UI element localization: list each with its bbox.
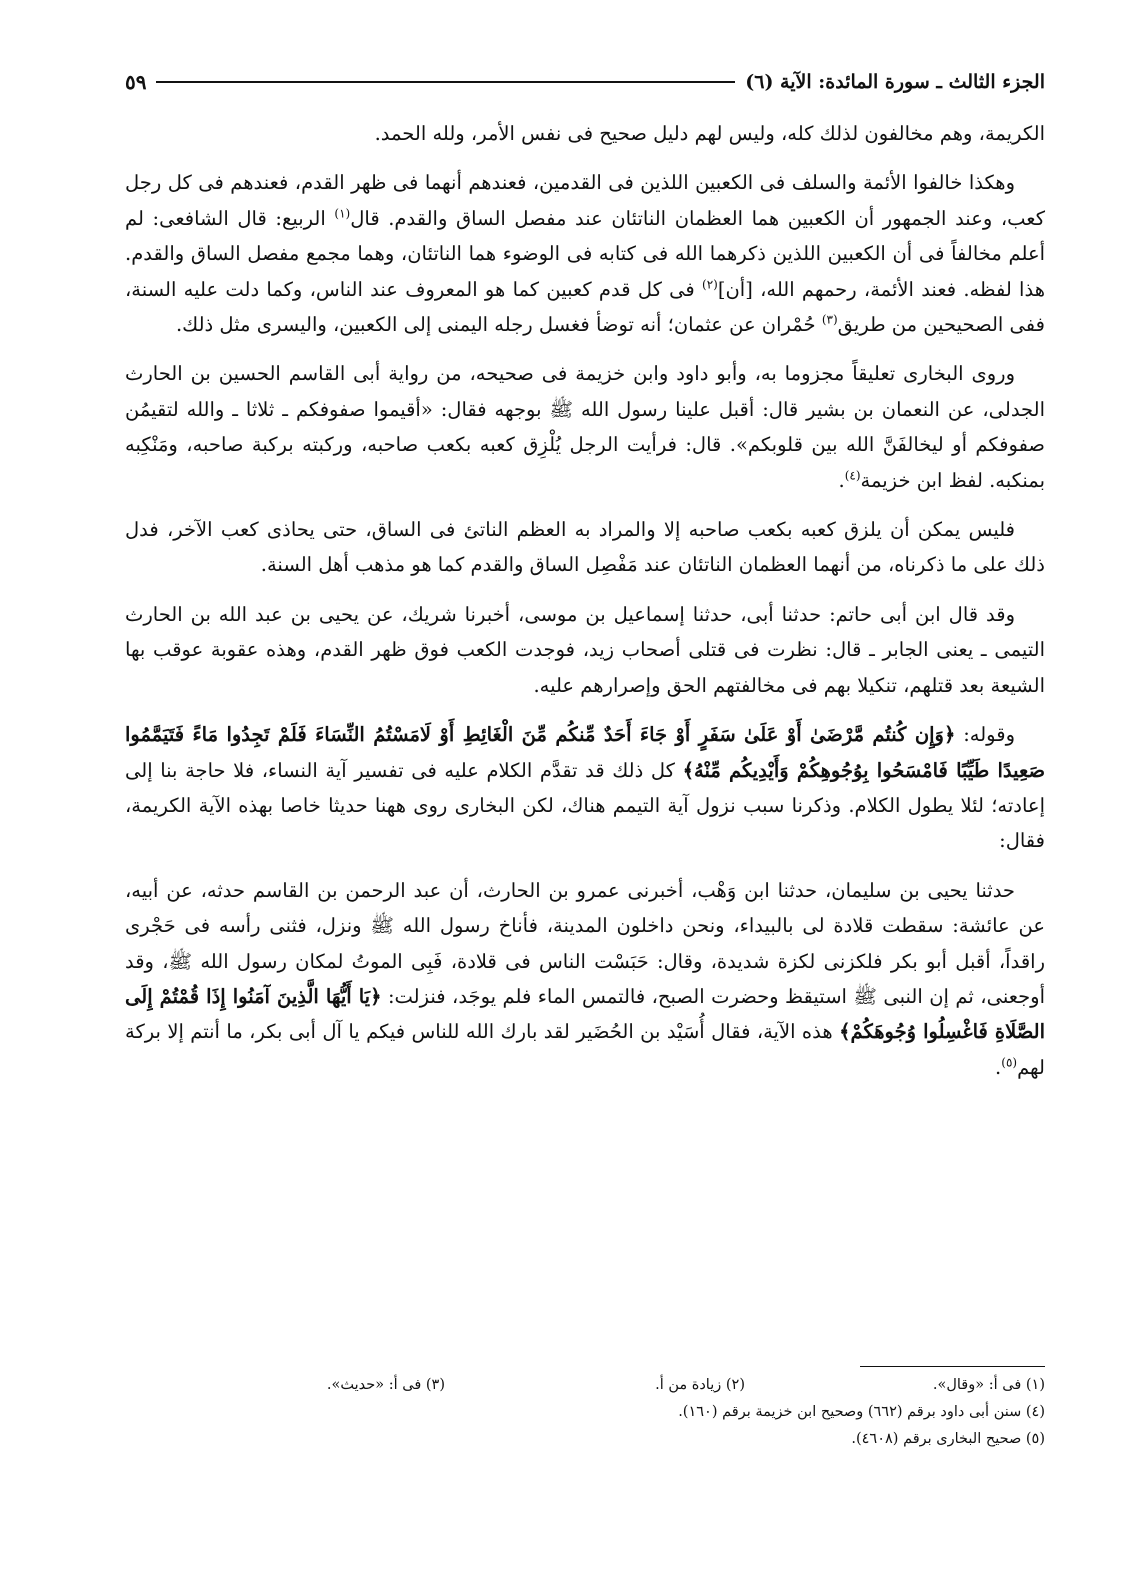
paragraph-text: حُمْران عن عثمان؛ أنه توضأ فغسل رجله اليمنى إلى الكعبين، واليسرى مثل ذلك. — [175, 313, 822, 337]
footnote-ref[interactable]: (٥) — [1001, 1055, 1018, 1070]
paragraph — [125, 512, 1045, 583]
paragraph — [125, 717, 1045, 859]
footnote-row — [125, 1372, 1045, 1399]
paragraph — [125, 116, 1045, 151]
paragraph — [125, 165, 1045, 342]
paragraph-text: وقوله: — [955, 723, 1015, 747]
header-rule — [156, 81, 735, 83]
paragraph-text: . — [838, 468, 845, 492]
footnote-4: (٤) سنن أبى داود برقم (٦٦٢) وصحيح ابن خزيمة برقم (١٦٠). — [678, 1404, 1045, 1420]
paragraph-text: . — [995, 1055, 1002, 1079]
running-head: الجزء الثالث ـ سورة المائدة: الآية (٦) — [745, 71, 1045, 93]
paragraph-text: الكريمة، وهم مخالفون لذلك كله، وليس لهم دليل صحيح فى نفس الأمر، ولله الحمد. — [374, 122, 1045, 145]
paragraph-text: هذه الآية، فقال أُسَيْد بن الحُضَير لقد بارك الله للناس فيكم يا آل أبى بكر، ما أنتم إلا بركة لهم — [125, 1020, 1045, 1079]
paragraph-text: فى كل قدم كعبين كما هو المعروف عند الناس، وكما دلت عليه السنة، ففى الصحيحين من طريق — [125, 277, 1045, 337]
paragraph-text: فليس يمكن أن يلزق كعبه بكعب صاحبه إلا والمراد به العظم الناتئ فى الساق، حتى يحاذى كعب الآخر، فدل ذلك على ما ذكرناه، من أنهما العظمان الناتئان عند مَفْصِل الساق والقدم كما هو مذهب أهل السنة. — [125, 518, 1045, 577]
footnote-ref[interactable]: (٢) — [702, 277, 718, 292]
footnote-1: (١) فى أ: «وقال». — [932, 1377, 1045, 1393]
paragraph-text: وروى البخارى تعليقاً مجزوما به، وأبو داود وابن خزيمة فى صحيحه، من رواية أبى القاسم الحسين بن الحارث الجدلى، عن النعمان بن بشير قال: أقبل علينا رسول الله ﷺ بوجهه فقال: «أقيموا صفوفكم ـ ثلاثا ـ والله لتقيمُن صفوفكم أو ليخالفَنَّ الله بين قلوبكم». قال: فرأيت الرجل يُلْزِق كعبه بكعب صاحبه، وركبته بركبة صاحبه، ومَنْكِبه بمنكبه. لفظ ابن خزيمة — [125, 362, 1045, 492]
paragraph — [125, 356, 1045, 498]
footnote-2: (٢) زيادة من أ. — [655, 1377, 745, 1393]
paragraph-text: وقد قال ابن أبى حاتم: حدثنا أبى، حدثنا إسماعيل بن موسى، أخبرنا شريك، عن يحيى بن عبد الله بن الحارث التيمى ـ يعنى الجابر ـ قال: نظرت فى قتلى أصحاب زيد، فوجدت الكعب فوق ظهر القدم، وهذه عقوبة عوقب بها الشيعة بعد قتلهم، تنكيلا بهم فى مخالفتهم الحق وإصرارهم عليه. — [125, 602, 1045, 697]
footnotes — [125, 1372, 1045, 1453]
quran-verse: ﴿يَا أَيُّهَا الَّذِينَ آمَنُوا إِذَا قُمْتُمْ إِلَى الصَّلَاةِ فَاغْسِلُوا وُجُوهَكُمْ﴾ — [125, 984, 1045, 1044]
quran-verse: ﴿وَإِن كُنتُم مَّرْضَىٰ أَوْ عَلَىٰ سَفَرٍ أَوْ جَاءَ أَحَدٌ مِّنكُم مِّنَ الْغَائِطِ أَوْ لَامَسْتُمُ النِّسَاءَ فَلَمْ تَجِدُوا مَاءً فَتَيَمَّمُوا صَعِيدًا طَيِّبًا فَامْسَحُوا بِوُجُوهِكُمْ وَأَيْدِيكُم مِّنْهُ﴾ — [125, 723, 1046, 782]
footnote-5: (٥) صحيح البخارى برقم (٤٦٠٨). — [851, 1431, 1045, 1447]
footnote-ref[interactable]: (١) — [334, 206, 351, 221]
footnote-3: (٣) فى أ: «حديث». — [326, 1377, 445, 1393]
main-text — [125, 116, 1045, 1099]
paragraph-text: وهكذا خالفوا الأئمة والسلف فى الكعبين اللذين فى القدمين، فعندهم أنهما فى ظهر القدم، فعندهم فى كل رجل كعب، وعند الجمهور أن الكعبين هما العظمان الناتئان عند مفصل الساق والقدم. قال — [125, 171, 1045, 230]
footnote-ref[interactable]: (٣) — [821, 312, 838, 327]
paragraph-text: كل ذلك قد تقدَّم الكلام عليه فى تفسير آية النساء، فلا حاجة بنا إلى إعادته؛ لئلا يطول الكلام. وذكرنا سبب نزول آية التيمم هناك، لكن البخارى روى ههنا حديثا خاصا بهذه الآية الكريمة، فقال: — [125, 758, 1045, 853]
paragraph — [125, 597, 1045, 703]
footnote-ref[interactable]: (٤) — [844, 468, 861, 483]
paragraph-text: الربيع: قال الشافعى: لم أعلم مخالفاً فى أن الكعبين اللذين ذكرهما الله فى كتابه فى الوضوء هما الناتئان، وهما مجمع مفصل الساق والقدم. هذا لفظه. فعند الأئمة، رحمهم الله، [أن] — [125, 206, 1045, 301]
page-number: ٥٩ — [125, 70, 147, 94]
paragraph-text: حدثنا يحيى بن سليمان، حدثنا ابن وَهْب، أخبرنى عمرو بن الحارث، أن عبد الرحمن بن القاسم حدثه، عن أبيه، عن عائشة: سقطت قلادة لى بالبيداء، ونحن داخلون المدينة، فأناخ رسول الله ﷺ ونزل، فثنى رأسه فى حَجْرى راقداً، أقبل أبو بكر فلكزنى لكزة شديدة، وقال: حَبَسْت الناس فى قلادة، فَبِى الموتُ لمكان رسول الله ﷺ، وقد أوجعنى، ثم إن النبى ﷺ استيقظ وحضرت الصبح، فالتمس الماء فلم يوجَد، فنزلت: — [125, 878, 1045, 1008]
footnote-separator — [860, 1366, 1045, 1367]
paragraph — [125, 873, 1045, 1085]
page-header — [125, 62, 1045, 102]
